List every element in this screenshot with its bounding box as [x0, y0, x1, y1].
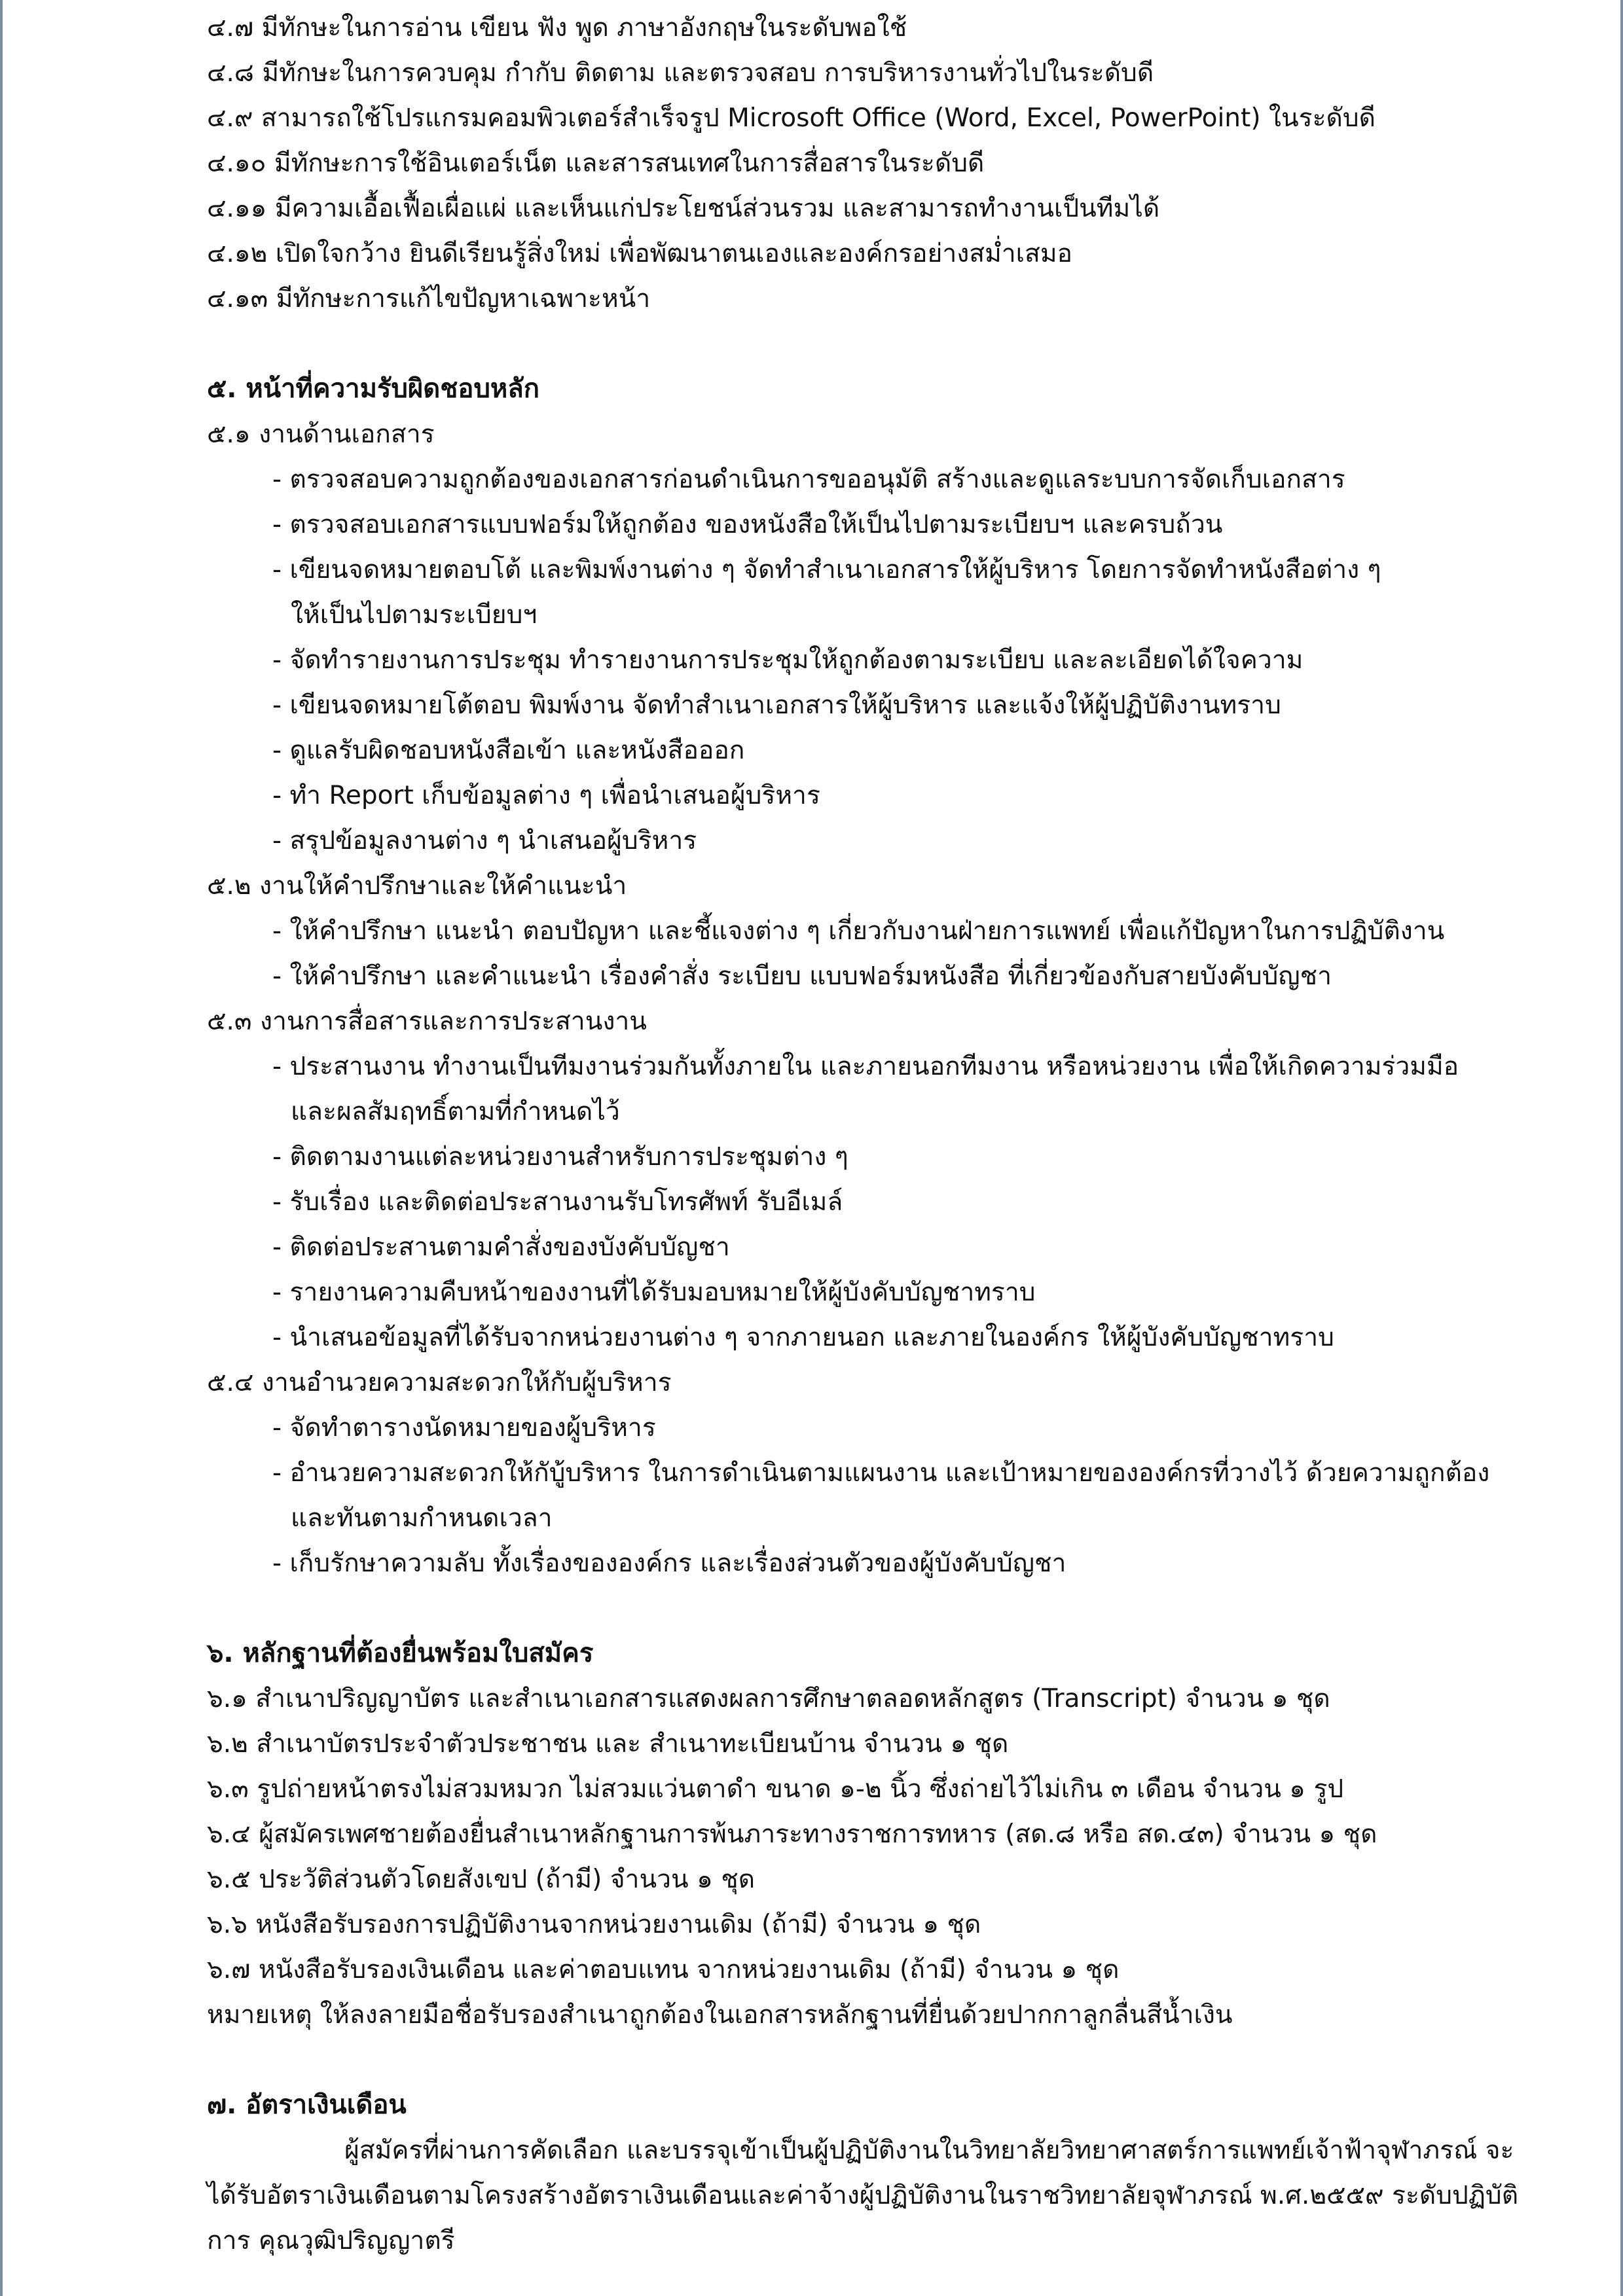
subsection-title: ๕.๑ งานด้านเอกสาร	[207, 420, 435, 449]
list-item-continuation: และทันตามกำหนดเวลา	[291, 1503, 553, 1533]
paragraph-line: ได้รับอัตราเงินเดือนตามโครงสร้างอัตราเงินเดือนและค่าจ้างผู้ปฏิบัติงานในราชวิทยาลัยจุฬาภรณ์ พ.ศ.๒๕๕๙ ระดับปฏิบัติ	[207, 2181, 1519, 2210]
list-item: ๖.๗ หนังสือรับรองเงินเดือน และค่าตอบแทน จากหน่วยงานเดิม (ถ้ามี) จำนวน ๑ ชุด	[207, 1955, 1120, 1984]
responsibilities-section	[207, 367, 1516, 1586]
list-item-continuation: และผลสัมฤทธิ์ตามที่กำหนดไว้	[291, 1097, 620, 1126]
section-heading: ๕. หน้าที่ความรับผิดชอบหลัก	[207, 374, 539, 404]
list-item: - เขียนจดหมายตอบโต้ และพิมพ์งานต่าง ๆ จัดทำสำเนาเอกสารให้ผู้บริหาร โดยการจัดทำหนังสือต่าง ๆ	[272, 555, 1381, 584]
list-item: - นำเสนอข้อมูลที่ได้รับจากหน่วยงานต่าง ๆ จากภายนอก และภายในองค์กร ให้ผู้บังคับบัญชาทราบ	[272, 1323, 1334, 1352]
page-frame-left	[0, 0, 3, 2296]
skill-item: ๔.๑๑ มีความเอื้อเฟื้อเผื่อแผ่ และเห็นแก่ประโยชน์ส่วนรวม และสามารถทำงานเป็นทีมได้	[207, 194, 1160, 223]
list-item: ๖.๓ รูปถ่ายหน้าตรงไม่สวมหมวก ไม่สวมแว่นตาดำ ขนาด ๑-๒ นิ้ว ซึ่งถ่ายไว้ไม่เกิน ๓ เดือน จำนวน ๑ รูป	[207, 1774, 1344, 1804]
list-item-continuation: ให้เป็นไปตามระเบียบฯ	[291, 600, 538, 630]
list-item: ๖.๔ ผู้สมัครเพศชายต้องยื่นสำเนาหลักฐานการพ้นภาระทางราชการทหาร (สด.๘ หรือ สด.๔๓) จำนวน ๑ ชุด	[207, 1820, 1377, 1849]
list-item: ๖.๕ ประวัติส่วนตัวโดยสังเขป (ถ้ามี) จำนวน ๑ ชุด	[207, 1865, 756, 1894]
skill-item: ๔.๙ สามารถใช้โปรแกรมคอมพิวเตอร์สำเร็จรูป Microsoft Office (Word, Excel, PowerPoint) ในระดับดี	[207, 103, 1376, 133]
paragraph-line: การ คุณวุฒิปริญญาตรี	[207, 2226, 455, 2255]
list-item: - ดูแลรับผิดชอบหนังสือเข้า และหนังสือออก	[272, 736, 745, 765]
list-item: - เก็บรักษาความลับ ทั้งเรื่องขององค์กร และเรื่องส่วนตัวของผู้บังคับบัญชา	[272, 1549, 1067, 1578]
documents-section	[207, 1631, 1516, 2037]
list-item: - อำนวยความสะดวกให้กับู้บริหาร ในการดำเนินตามแผนงาน และเป้าหมายขององค์กรที่วางไว้ ด้วยความถูกต้อง	[272, 1458, 1490, 1488]
list-item: ๖.๑ สำเนาปริญญาบัตร และสำเนาเอกสารแสดงผลการศึกษาตลอดหลักสูตร (Transcript) จำนวน ๑ ชุด	[207, 1684, 1330, 1713]
list-item: - ติดต่อประสานตามคำสั่งของบังคับบัญชา	[272, 1232, 730, 1262]
list-item: - เขียนจดหมายโต้ตอบ พิมพ์งาน จัดทำสำเนาเอกสารให้ผู้บริหาร และแจ้งให้ผู้ปฏิบัติงานทราบ	[272, 691, 1281, 720]
subsection-title: ๕.๓ งานการสื่อสารและการประสานงาน	[207, 1007, 647, 1036]
skill-item: ๔.๑๒ เปิดใจกว้าง ยินดีเรียนรู้สิ่งใหม่ เพื่อพัฒนาตนเองและองค์กรอย่างสม่ำเสมอ	[207, 239, 1072, 268]
salary-section	[207, 2083, 1519, 2263]
list-item: - ให้คำปรึกษา แนะนำ ตอบปัญหา และชี้แจงต่าง ๆ เกี่ยวกับงานฝ่ายการแพทย์ เพื่อแก้ปัญหาในการปฏิบัติงาน	[272, 916, 1445, 946]
list-item: - ทำ Report เก็บข้อมูลต่าง ๆ เพื่อนำเสนอผู้บริหาร	[272, 781, 820, 810]
section-heading: ๖. หลักฐานที่ต้องยื่นพร้อมใบสมัคร	[207, 1638, 594, 1668]
note-text: หมายเหตุ ให้ลงลายมือชื่อรับรองสำเนาถูกต้องในเอกสารหลักฐานที่ยื่นด้วยปากกาลูกลื่นสีน้ำเงิน	[207, 2000, 1233, 2030]
skill-item: ๔.๑๓ มีทักษะการแก้ไขปัญหาเฉพาะหน้า	[207, 284, 651, 314]
list-item: - รับเรื่อง และติดต่อประสานงานรับโทรศัพท์ รับอีเมล์	[272, 1187, 843, 1217]
list-item: - ให้คำปรึกษา และคำแนะนำ เรื่องคำสั่ง ระเบียบ แบบฟอร์มหนังสือ ที่เกี่ยวข้องกับสายบังคับบัญชา	[272, 961, 1332, 991]
subsection-title: ๕.๒ งานให้คำปรึกษาและให้คำแนะนำ	[207, 871, 627, 901]
list-item: ๖.๒ สำเนาบัตรประจำตัวประชาชน และ สำเนาทะเบียนบ้าน จำนวน ๑ ชุด	[207, 1729, 1009, 1759]
skill-item: ๔.๘ มีทักษะในการควบคุม กำกับ ติดตาม และตรวจสอบ การบริหารงานทั่วไปในระดับดี	[207, 58, 1154, 88]
paragraph-line: ผู้สมัครที่ผ่านการคัดเลือก และบรรจุเข้าเป็นผู้ปฏิบัติงานในวิทยาลัยวิทยาศาสตร์การแพทย์เจ้าฟ้าจุฬาภรณ์ จะ	[344, 2136, 1514, 2165]
skill-item: ๔.๑๐ มีทักษะการใช้อินเตอร์เน็ต และสารสนเทศในการสื่อสารในระดับดี	[207, 149, 985, 178]
list-item: - ตรวจสอบความถูกต้องของเอกสารก่อนดำเนินการขออนุมัติ สร้างและดูแลระบบการจัดเก็บเอกสาร	[272, 465, 1345, 494]
section-heading: ๗. อัตราเงินเดือน	[207, 2090, 407, 2120]
list-item: ๖.๖ หนังสือรับรองการปฏิบัติงานจากหน่วยงานเดิม (ถ้ามี) จำนวน ๑ ชุด	[207, 1910, 981, 1939]
list-item: - รายงานความคืบหน้าของงานที่ได้รับมอบหมายให้ผู้บังคับบัญชาทราบ	[272, 1278, 1036, 1307]
list-item: - จัดทำรายงานการประชุม ทำรายงานการประชุมให้ถูกต้องตามระเบียบ และละเอียดได้ใจความ	[272, 645, 1304, 675]
list-item: - สรุปข้อมูลงานต่าง ๆ นำเสนอผู้บริหาร	[272, 826, 697, 855]
list-item: - จัดทำตารางนัดหมายของผู้บริหาร	[272, 1413, 656, 1443]
subsection-title: ๕.๔ งานอำนวยความสะดวกให้กับผู้บริหาร	[207, 1368, 672, 1397]
document-page	[207, 5, 1519, 2263]
skills-section	[207, 5, 1516, 321]
list-item: - ตรวจสอบเอกสารแบบฟอร์มให้ถูกต้อง ของหนังสือให้เป็นไปตามระเบียบฯ และครบถ้วน	[272, 510, 1223, 539]
list-item: - ประสานงาน ทำงานเป็นทีมงานร่วมกันทั้งภายใน และภายนอกทีมงาน หรือหน่วยงาน เพื่อให้เกิดความร่วมมือ	[272, 1052, 1459, 1081]
list-item: - ติดตามงานแต่ละหน่วยงานสำหรับการประชุมต่าง ๆ	[272, 1142, 848, 1172]
page-frame-right	[1620, 0, 1623, 2296]
skill-item: ๔.๗ มีทักษะในการอ่าน เขียน ฟัง พูด ภาษาอังกฤษในระดับพอใช้	[207, 13, 907, 43]
